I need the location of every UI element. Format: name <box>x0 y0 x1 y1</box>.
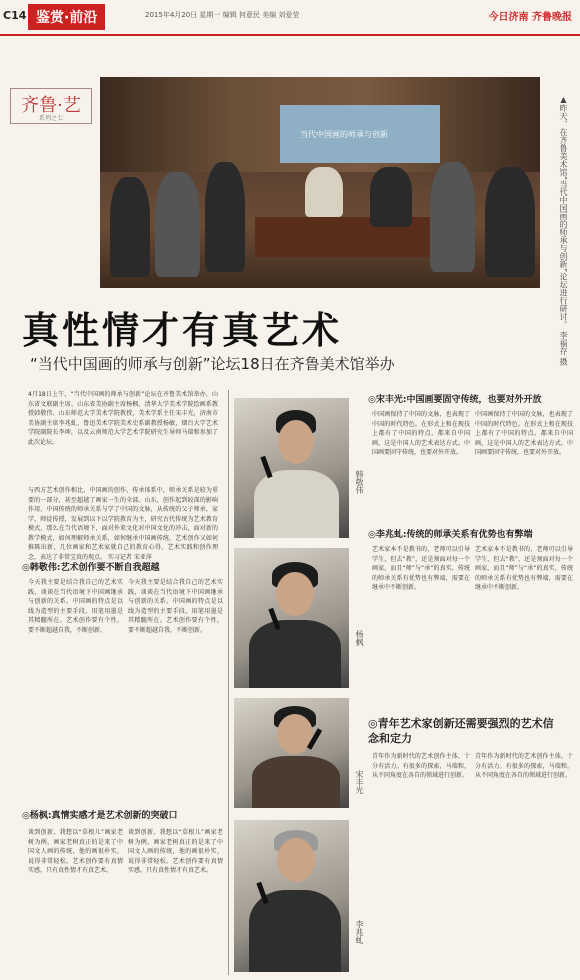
section-body: 艺术家本不是教书的，老师可以引导学生，但去“教”，还是须面对每一个画家，而且“师”与“承”的真实，传统的师承关系有优势也有弊端，需要在继承中不断创新。 <box>475 546 573 591</box>
section-heading: ◎李兆虬:传统的师承关系有优势也有弊端 <box>368 530 533 540</box>
headline: 真性情才有真艺术 <box>22 308 342 352</box>
photo-person <box>305 167 343 217</box>
section-heading: ◎宋丰光:中国画要固守传统，也要对外开放 <box>368 395 542 405</box>
photo-person <box>205 162 245 272</box>
section-heading: ◎韩敬伟:艺术创作要不断自我超越 <box>22 563 160 573</box>
section-body: 中国画保持了中国的文脉，也表现了中国的时代特色。在形式上和在现技上都有了中国的特点，都来自中国画，这是中国人的艺术表达方式。中国画要固守传统，也要对外开放。 <box>475 411 573 456</box>
portrait-song-fengguang <box>234 698 349 808</box>
section-body: 艺术家本不是教书的，老师可以引导学生，但去“教”，还是须面对每一个画家，而且“师”与“承”的真实，传统的师承关系有优势也有弊端，需要在继承中不断创新。 <box>372 546 470 591</box>
section-heading: ◎青年艺术家创新还需要强烈的艺术信念和定力 <box>368 717 554 745</box>
photo-person <box>155 172 200 277</box>
section-body: 青年作为新时代的艺术创作主体，十分有活力。有很多的探索，马瑞和，从不同角度在各自的领域进行创新。 <box>475 753 573 779</box>
series-logo-text: 齐鲁·艺 <box>21 95 81 116</box>
subheadline: “当代中国画的师承与创新”论坛18日在齐鲁美术馆举办 <box>30 355 395 373</box>
series-logo <box>10 88 92 124</box>
lead-paragraph-2: 与西方艺术创作相比，中国画的创作，传承体系中，师承关系是较为重要的一部分，甚至超越了画家一生的全部。山东，创作起到较深的影响作用，中国传统的师承关系与学了中国的文脉，从传统的父子师承，家学，师徒传授，发展到以下以学院教育为主，研究古代传统为艺术教育模式，那么在当代语境下，面对外来文化对中国文化的冲击，面对新的教学模式，如何理解师承关系，如何继承中国画传统，艺术创作又如何推陈出新，几位画家和艺术家就自己的教育心得，艺术实践和创作理念，表达了非常宝贵的观点。 实习记者 宋亚萍 <box>28 487 218 561</box>
photo-person <box>485 167 535 277</box>
section-body: 谈到创新，我想以“草根儿”画家老树为例，画家老树真正的是来了中国文人画的传统，他的画很朴实，说得非常轻松。艺术创作要有真情实感，只有真性情才有真艺术。 <box>28 829 123 874</box>
section-body: 今天我主要是结合我自己的艺术实践，谈谈在当代语境下中国画继承与创新的关系。中国画的特点是以线为造型的主要手段，用笔用墨是其精髓所在。艺术创作要有个性，要不断超越自我，不断创新。 <box>128 579 223 634</box>
portrait-name: 杨枫 <box>355 630 364 646</box>
portrait-name: 李兆虬 <box>355 920 364 944</box>
portrait-han-jingwei <box>234 398 349 538</box>
column-rule <box>228 390 229 975</box>
photo-screen <box>280 105 440 163</box>
photo-table <box>255 217 445 257</box>
forum-photo <box>100 77 540 288</box>
photo-caption: ▲昨天，在齐鲁美术馆“当代中国画的师承与创新”论坛进行研讨。 李福存 摄 <box>559 95 568 366</box>
photo-person <box>430 162 475 272</box>
portrait-yang-feng <box>234 548 349 688</box>
section-body: 中国画保持了中国的文脉，也表现了中国的时代特色。在形式上和在现技上都有了中国的特点，都来自中国画，这是中国人的艺术表达方式。中国画要固守传统，也要对外开放。 <box>372 411 470 456</box>
section-body: 谈到创新，我想以“草根儿”画家老树为例，画家老树真正的是来了中国文人画的传统，他的画很朴实，说得非常轻松。艺术创作要有真情实感，只有真性情才有真艺术。 <box>128 829 223 874</box>
lead-paragraph: 4月18日上午，“当代中国画的师承与创新”论坛在齐鲁美术馆举办，山东省文联副主席、山东省美协副主席杨枫、清华大学美术学院绘画系教授韩敬伟、山东师范大学美术学院教授，美术学系主任宋丰光，济南市美协副主席李兆虬，鲁迅美术学院美术史系副教授杨敏，烟台大学艺术学院副院长李坤，以及云南师范大学艺术学院研究生导师马瑞和参加了此次论坛。 <box>28 391 218 446</box>
section-body: 今天我主要是结合我自己的艺术实践，谈谈在当代语境下中国画继承与创新的关系。中国画的特点是以线为造型的主要手段，用笔用墨是其精髓所在。艺术创作要有个性，要不断超越自我，不断创新。 <box>28 579 123 634</box>
brand: 今日济南 齐鲁晚报 <box>488 12 572 23</box>
page-header <box>0 0 580 36</box>
series-logo-sub: 系列之七 <box>38 115 63 122</box>
page-number: C14 <box>3 9 27 22</box>
section-title: 鉴赏·前沿 <box>28 4 105 30</box>
portrait-li-zhaoqiu <box>234 820 349 972</box>
photo-person <box>110 177 150 277</box>
photo-person <box>370 167 412 227</box>
section-body: 青年作为新时代的艺术创作主体，十分有活力。有很多的探索，马瑞和，从不同角度在各自的领域进行创新。 <box>372 753 470 779</box>
portrait-name: 韩敬伟 <box>355 470 364 494</box>
issue-meta: 2015年4月20日 星期一 编辑 何意民 美编 刘爱莹 <box>145 11 300 19</box>
portrait-name: 宋丰光 <box>355 770 364 794</box>
screen-text: 当代中国画的师承与创新 <box>300 130 388 139</box>
section-heading: ◎杨枫:真情实感才是艺术创新的突破口 <box>22 811 178 821</box>
